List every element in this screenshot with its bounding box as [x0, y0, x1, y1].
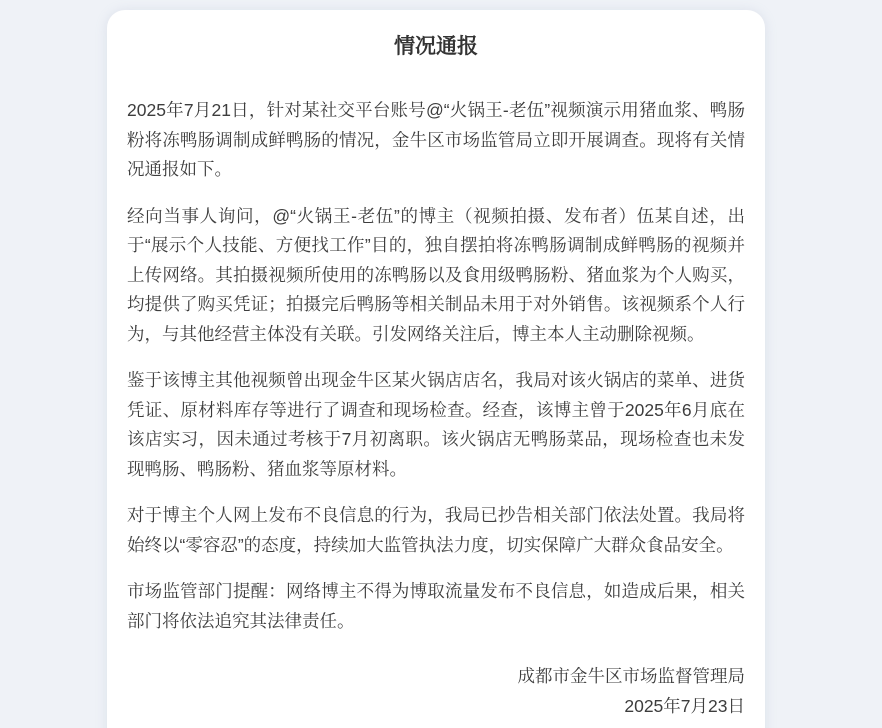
notice-paragraph-2: 经向当事人询问，@“火锅王-老伍”的博主（视频拍摄、发布者）伍某自述，出于“展示个人技能、方便找工作”目的，独自摆拍将冻鸭肠调制成鲜鸭肠的视频并上传网络。其拍摄视频所使用的冻鸭肠以及食用级鸭肠粉、猪血浆为个人购买，均提供了购买凭证；拍摄完后鸭肠等相关制品未用于对外销售。该视频系个人行为，与其他经营主体没有关联。引发网络关注后，博主本人主动删除视频。: [127, 205, 745, 344]
notice-card: [107, 10, 765, 728]
signature-organization: 成都市金牛区市场监督管理局: [517, 666, 745, 686]
notice-paragraph-5: 市场监管部门提醒：网络博主不得为博取流量发布不良信息，如造成后果，相关部门将依法追究其法律责任。: [127, 581, 745, 631]
signature-date: 2025年7月23日: [624, 695, 745, 716]
notice-paragraph-3: 鉴于该博主其他视频曾出现金牛区某火锅店店名，我局对该火锅店的菜单、进货凭证、原材料库存等进行了调查和现场检查。经查，该博主曾于2025年6月底在该店实习，因未通过考核于7月初离职。该火锅店无鸭肠菜品，现场检查也未发现鸭肠、鸭肠粉、猪血浆等原材料。: [127, 370, 745, 479]
notice-signature: [127, 662, 745, 721]
notice-paragraph-1: 2025年7月21日，针对某社交平台账号@“火锅王-老伍”视频演示用猪血浆、鸭肠粉将冻鸭肠调制成鲜鸭肠的情况，金牛区市场监管局立即开展调查。现将有关情况通报如下。: [127, 100, 745, 179]
notice-paragraph-4: 对于博主个人网上发布不良信息的行为，我局已抄告相关部门依法处置。我局将始终以“零容忍”的态度，持续加大监管执法力度，切实保障广大群众食品安全。: [127, 505, 745, 555]
notice-title: 情况通报: [394, 35, 478, 58]
